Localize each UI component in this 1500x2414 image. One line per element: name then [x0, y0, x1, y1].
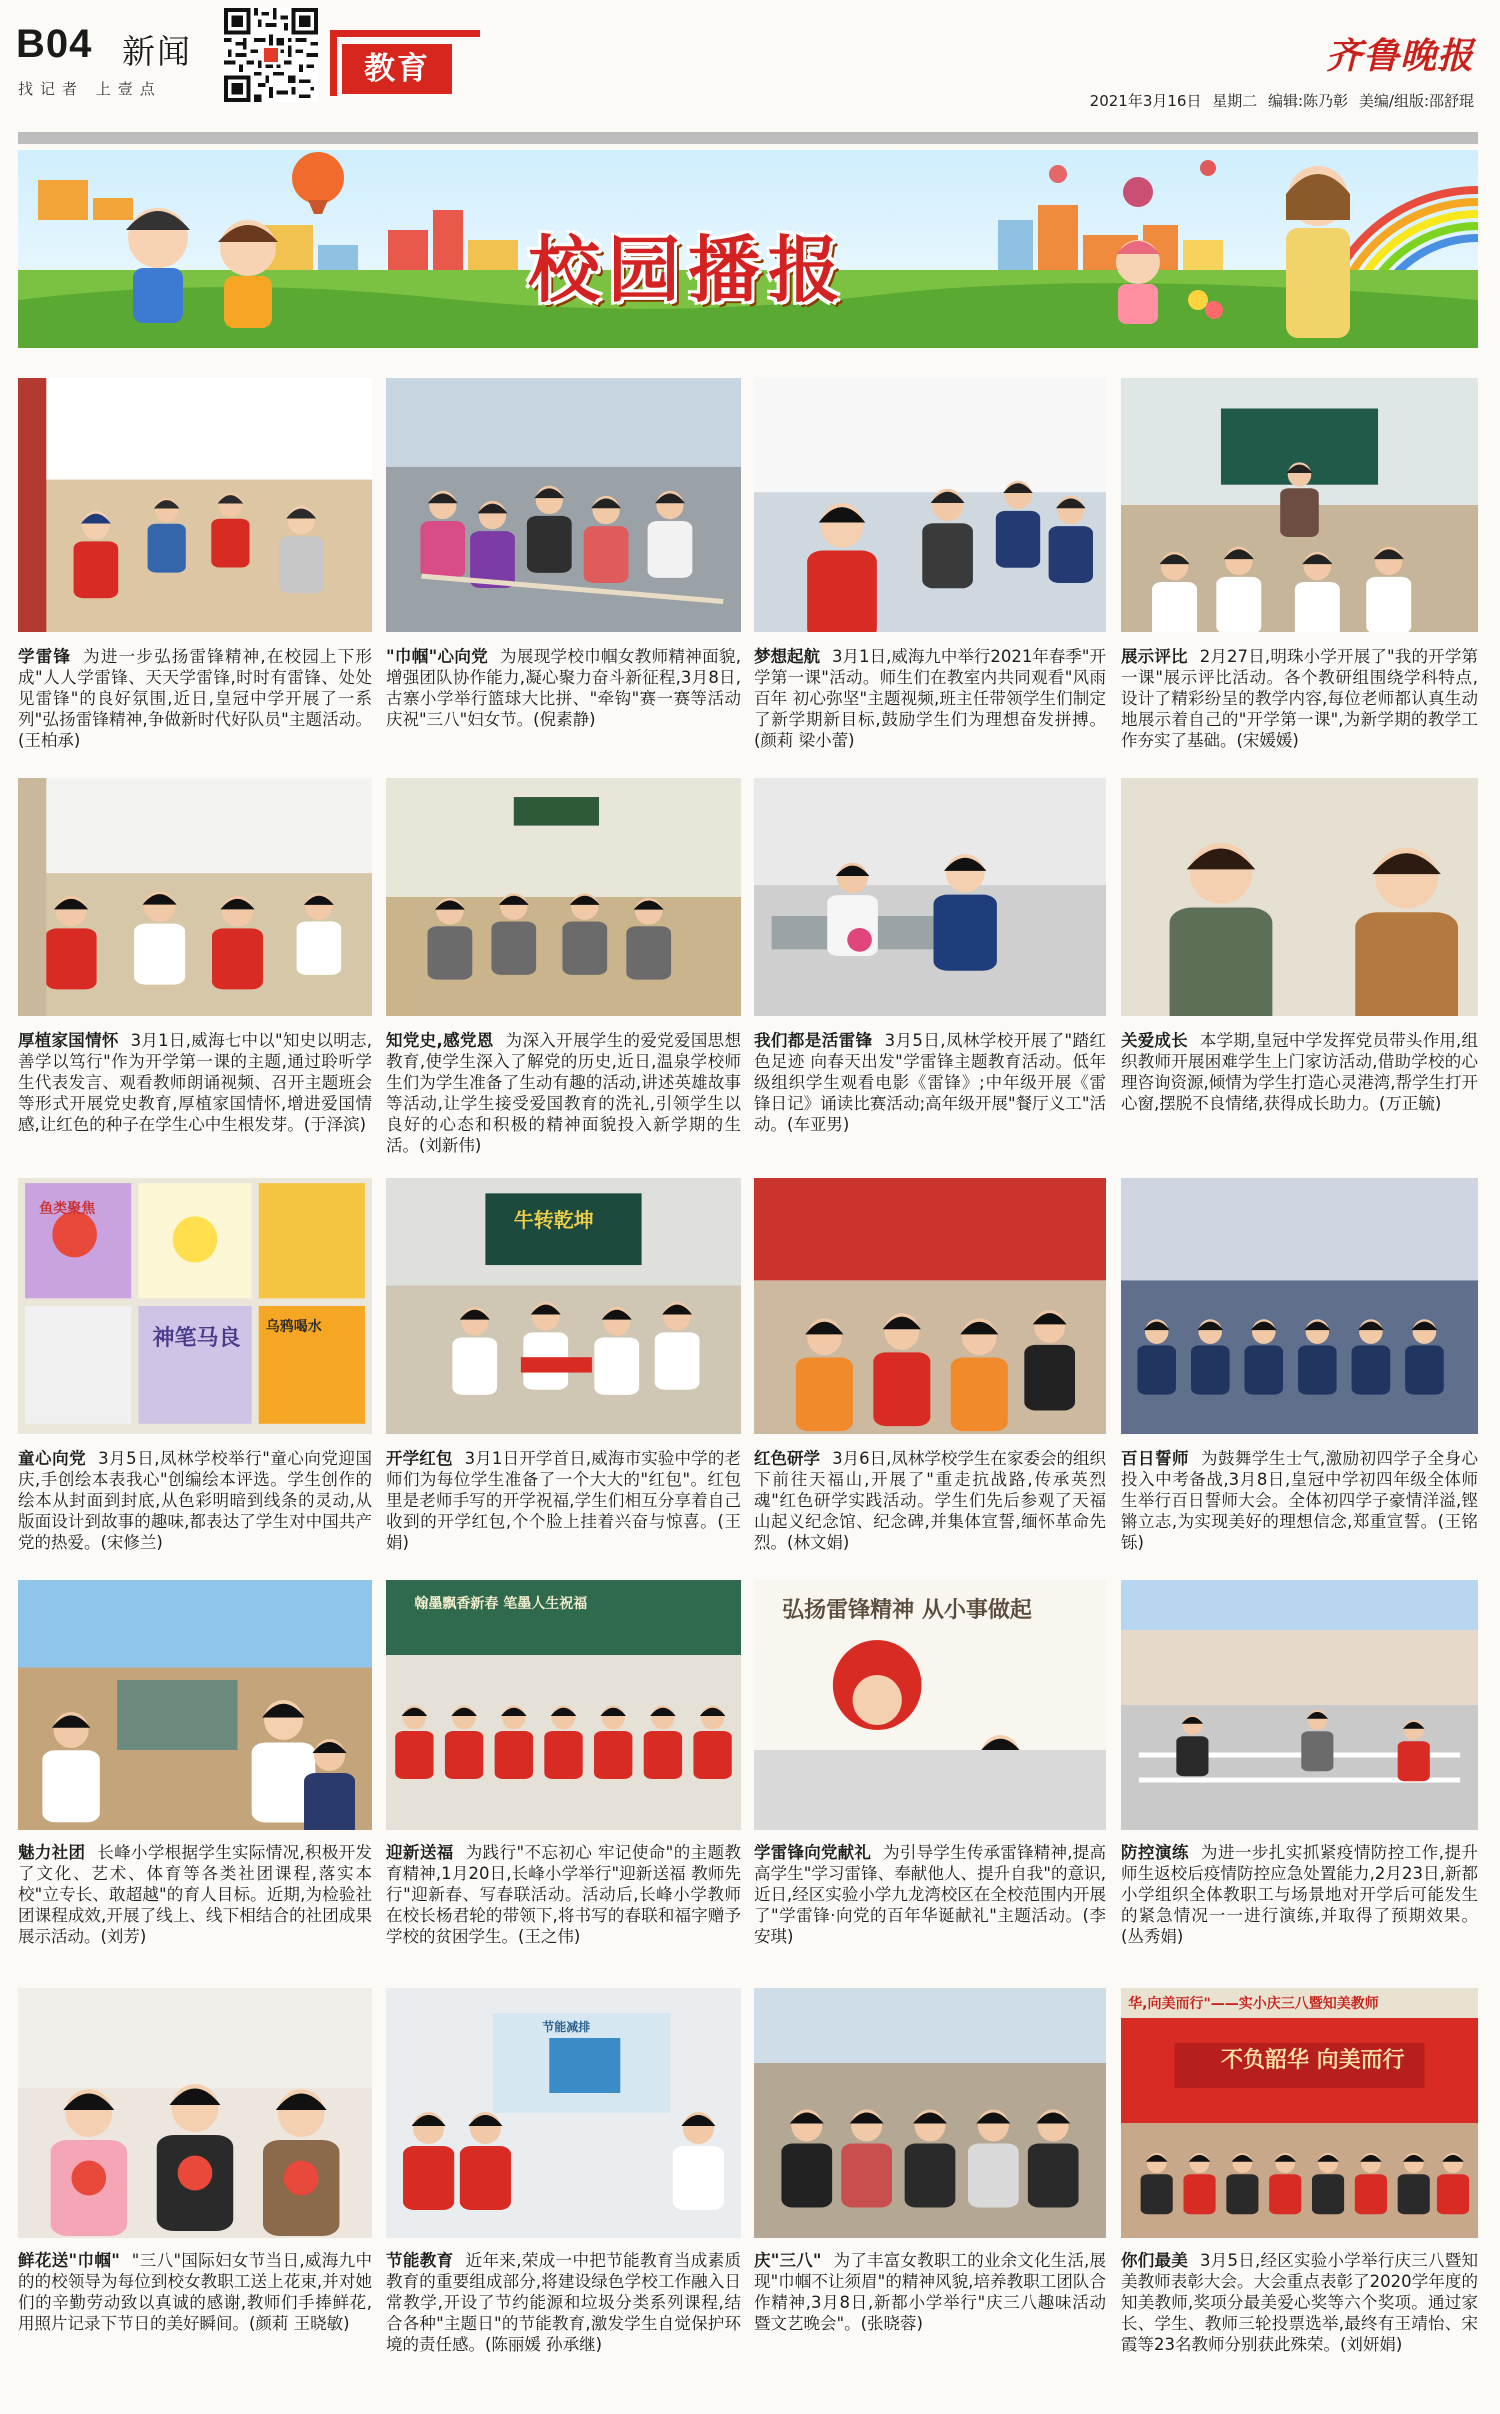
story-body: 3月1日,威海九中举行2021年春季"开学第一课"活动。师生们在教室内共同观看"风雨百年 初心弥坚"主题视频,班主任带领学生们制定了新学期新目标,鼓励学生们为理想奋发拼搏。(颜莉 梁小蕾): [754, 647, 1107, 750]
story-photo: [386, 778, 741, 1016]
story-body: 为了丰富女教职工的业余文化生活,展现"巾帼不让须眉"的精神风貌,培养教职工团队合作精神,3月8日,新都小学举行"庆三八趣味活动暨文艺晚会"。(张晓蓉): [754, 2251, 1106, 2333]
story-photo: [18, 378, 372, 632]
story-photo: [18, 1988, 372, 2238]
story-body: 3月5日,凤林学校举行"童心向党迎国庆,手创绘本表我心"创编绘本评选。学生创作的绘本从封面到封底,从色彩明暗到线条的灵动,从版面设计到故事的趣味,都表达了学生对中国共产党的热爱。(宋修兰): [18, 1449, 372, 1552]
story-photo: [386, 378, 741, 632]
section-tag: [330, 22, 488, 96]
story-caption: [754, 2250, 1106, 2400]
section-tag-label: 教育: [342, 44, 452, 94]
story-title: 你们最美: [1121, 2251, 1188, 2270]
story-photo: [1121, 1580, 1478, 1830]
story-title: 开学红包: [386, 1449, 453, 1468]
story-body: 近年来,荣成一中把节能教育当成素质教育的重要组成部分,将建设绿色学校工作融入日常教学,开设了节约能源和垃圾分类系列课程,结合各种"主题日"的节能教育,激发学生自觉保护环境的责任感。(陈丽媛 孙承继): [386, 2251, 742, 2354]
story-photo: [1121, 1178, 1478, 1434]
story-title: 红色研学: [754, 1449, 821, 1468]
photo-caption-text: 鱼类聚焦: [39, 1201, 96, 1218]
banner-title: 校园播报: [528, 228, 849, 312]
tag-bar-top: [330, 30, 480, 37]
photo-caption-text: 神笔马良: [152, 1326, 241, 1352]
story-caption: [754, 646, 1106, 766]
story-title: 梦想起航: [754, 647, 821, 666]
story-body: 为践行"不忘初心 牢记使命"的主题教育精神,1月20日,长峰小学举行"迎新送福 教师先行"迎新春、写春联活动。活动后,长峰小学教师在校长杨君轮的带领下,将书写的春联和福字赠予学校的贫困学生。(王之伟): [386, 1843, 741, 1946]
story-caption: [386, 1030, 741, 1170]
banner: [18, 150, 1478, 348]
qr-code[interactable]: [224, 8, 318, 102]
story-body: 3月1日开学首日,威海市实验中学的老师们为每位学生准备了一个大大的"红包"。红包里是老师手写的开学祝福,学生们相互分享着自己收到的开学红包,个个脸上挂着兴奋与惊喜。(王娟): [386, 1449, 741, 1552]
story-photo: [386, 1988, 741, 2238]
story-title: 庆"三八": [754, 2251, 822, 2270]
photo-caption-text: 乌鸦喝水: [265, 1319, 322, 1336]
story-photo: [754, 778, 1106, 1016]
editor-credit: 编辑:陈乃彰: [1268, 92, 1349, 110]
story-title: 知党史,感党恩: [386, 1031, 494, 1050]
story-body: 为深入开展学生的爱党爱国思想教育,使学生深入了解党的历史,近日,温泉学校师生们为学生准备了生动有趣的活动,讲述英雄故事等活动,让学生接受爱国教育的洗礼,引领学生以良好的心态和积极的精神面貌投入新学期的生活。(刘新伟): [386, 1031, 741, 1155]
issue-meta: [1090, 90, 1474, 111]
story-photo: [18, 778, 372, 1016]
story-title: 鲜花送"巾帼": [18, 2251, 120, 2270]
story-title: 节能教育: [386, 2251, 454, 2270]
story-photo: [18, 1178, 372, 1434]
story-caption: [1121, 646, 1478, 766]
photo-caption-text: 弘扬雷锋精神 从小事做起: [782, 1597, 1032, 1623]
story-body: 长峰小学根据学生实际情况,积极开发了文化、艺术、体育等各类社团课程,落实本校"立专长、敢超越"的育人目标。近期,为检验社团课程成效,开展了线上、线下相结合的社团成果展示活动。(刘芳): [18, 1843, 373, 1946]
story-caption: [386, 2250, 741, 2400]
header-rule: [18, 132, 1478, 144]
story-caption: [18, 1448, 372, 1568]
photo-caption-text: 不负韶华 向美而行: [1220, 2048, 1405, 2073]
issue-weekday: 星期二: [1212, 92, 1258, 110]
story-caption: [386, 1448, 741, 1568]
story-caption: [754, 1030, 1106, 1170]
story-caption: [754, 1842, 1106, 1982]
story-body: 为进一步扎实抓紧疫情防控工作,提升师生返校后疫情防控应急处置能力,2月23日,新都小学组织全体教职工与场景地对开学后可能发生的紧急情况一一进行演练,并取得了预期效果。(丛秀娟): [1121, 1843, 1478, 1946]
photo-caption-text: 华,向美而行"——实小庆三八暨知美教师: [1128, 1996, 1379, 2012]
slogan: 找记者 上壹点: [18, 80, 162, 98]
story-body: 本学期,皇冠中学发挥党员带头作用,组织教师开展困难学生上门家访活动,借助学校的心理咨询资源,倾情为学生打造心灵港湾,帮学生打开心窗,摆脱不良情绪,获得成长助力。(万正毓): [1121, 1031, 1478, 1113]
story-body: 为鼓舞学生士气,激励初四学子全身心投入中考备战,3月8日,皇冠中学初四年级全体师生举行百日誓师大会。全体初四学子豪情洋溢,铿锵立志,为实现美好的理想信念,郑重宣誓。(王铭铄): [1121, 1449, 1478, 1552]
page-header: [0, 0, 1500, 120]
story-caption: [1121, 1842, 1478, 1982]
story-title: 学雷锋向党献礼: [754, 1843, 872, 1862]
story-title: 关爱成长: [1121, 1031, 1188, 1050]
story-title: 展示评比: [1121, 647, 1188, 666]
story-caption: [18, 1030, 372, 1170]
story-title: 学雷锋: [18, 647, 72, 666]
story-photo: [754, 378, 1106, 632]
story-body: 为引导学生传承雷锋精神,提高高学生"学习雷锋、奉献他人、提升自我"的意识,近日,经区实验小学九龙湾校区在全校范围内开展了"学雷锋·向党的百年华诞献礼"主题活动。(李安琪): [754, 1843, 1107, 1946]
designer-credit: 美编/组版:邵舒琨: [1358, 92, 1474, 110]
story-body: 为展现学校巾帼女教师精神面貌,增强团队协作能力,凝心聚力奋斗新征程,3月8日,古寨小学举行篮球大比拼、"牵钩"赛一赛等活动庆祝"三八"妇女节。(倪素静): [386, 647, 741, 729]
story-body: 3月5日,经区实验小学举行庆三八暨知美教师表彰大会。大会重点表彰了2020学年度的知美教师,奖项分最美爱心奖等六个奖项。通过家长、学生、教师三轮投票选举,最终有王靖怡、宋霞等23名教师分别获此殊荣。(刘妍娟): [1121, 2251, 1478, 2354]
story-caption: [18, 1842, 372, 1982]
story-photo: [1121, 778, 1478, 1016]
story-caption: [386, 1842, 741, 1982]
story-caption: [1121, 2250, 1478, 2400]
story-photo: [386, 1580, 741, 1830]
story-caption: [386, 646, 741, 766]
story-body: 为进一步弘扬雷锋精神,在校园上下形成"人人学雷锋、天天学雷锋,时时有雷锋、处处见雷锋"的良好氛围,近日,皇冠中学开展了一系列"弘扬雷锋精神,争做新时代好队员"主题活动。(王柏承): [18, 647, 372, 750]
story-body: 3月6日,凤林学校学生在家委会的组织下前往天福山,开展了"重走抗战路,传承英烈魂"红色研学实践活动。学生们先后参观了天福山起义纪念馆、纪念碑,并集体宣誓,缅怀革命先烈。(林文娟): [754, 1449, 1107, 1552]
story-photo: [754, 1988, 1106, 2238]
story-photo: [754, 1178, 1106, 1434]
story-photo: [386, 1178, 741, 1434]
photo-caption-text: 牛转乾坤: [513, 1207, 594, 1232]
story-title: 我们都是活雷锋: [754, 1031, 873, 1050]
story-body: 3月1日,威海七中以"知史以明志,善学以笃行"作为开学第一课的主题,通过聆听学生代表发言、观看教师朗诵视频、召开主题班会等形式开展党史教育,厚植家国情怀,增进爱国情感,让红色的种子在学生心中生根发芽。(于泽滨): [18, 1031, 373, 1134]
story-photo: [1121, 1988, 1478, 2238]
story-caption: [18, 2250, 372, 2400]
page-number: B04: [16, 22, 93, 66]
section-name: 新闻: [122, 32, 192, 71]
story-title: "巾帼"心向党: [386, 647, 489, 666]
story-body: "三八"国际妇女节当日,威海九中的的校领导为每位到校女教职工送上花束,并对她们的辛勤劳动致以真诚的感谢,教师们手捧鲜花,用照片记录下节日的美好瞬间。(颜莉 王晓敏): [18, 2251, 372, 2333]
story-body: 2月27日,明珠小学开展了"我的开学第一课"展示评比活动。各个教研组围绕学科特点,设计了精彩纷呈的教学内容,每位老师都认真生动地展示着自己的"开学第一课",为新学期的教学工作夯实了基础。(宋媛媛): [1121, 647, 1479, 750]
story-title: 防控演练: [1121, 1843, 1189, 1862]
story-photo: [18, 1580, 372, 1830]
story-caption: [18, 646, 372, 766]
story-title: 百日誓师: [1121, 1449, 1189, 1468]
story-body: 3月5日,凤林学校开展了"踏红色足迹 向春天出发"学雷锋主题教育活动。低年级组织学生观看电影《雷锋》;中年级开展《雷锋日记》诵读比赛活动;高年级开展"餐厅义工"活动。(车亚男): [754, 1031, 1106, 1134]
photo-caption-text: 节能减排: [542, 2020, 591, 2034]
story-photo: [1121, 378, 1478, 632]
issue-date: 2021年3月16日: [1089, 92, 1202, 110]
tag-bar-left: [330, 30, 337, 96]
story-caption: [1121, 1448, 1478, 1568]
story-caption: [1121, 1030, 1478, 1170]
newspaper-logo: 齐鲁晚报: [1325, 35, 1474, 77]
photo-caption-text: 翰墨飘香新春 笔墨人生祝福: [414, 1595, 588, 1612]
cartoon-teacher: [1286, 166, 1350, 338]
story-title: 童心向党: [18, 1449, 87, 1468]
story-caption: [754, 1448, 1106, 1568]
story-photo: [754, 1580, 1106, 1830]
story-title: 厚植家国情怀: [18, 1031, 119, 1050]
story-title: 迎新送福: [386, 1843, 454, 1862]
story-title: 魅力社团: [18, 1843, 86, 1862]
